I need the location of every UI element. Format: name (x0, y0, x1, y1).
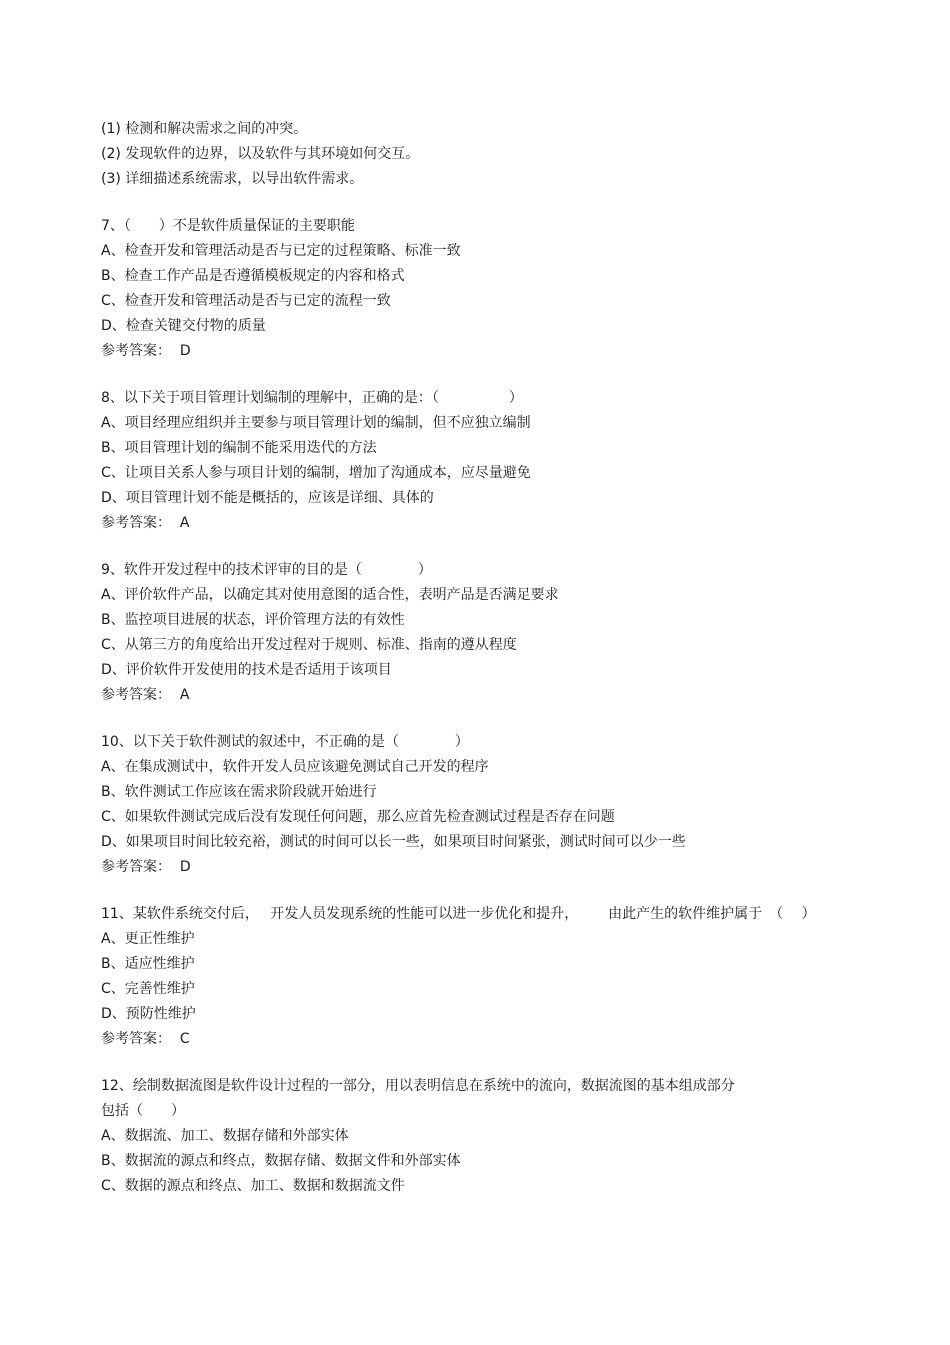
option-b: B、适应性维护 (101, 956, 195, 972)
document-page (101, 117, 901, 1199)
question-12 (101, 1074, 901, 1199)
option-c: C、从第三方的角度给出开发过程对于规则、标准、指南的遵从程度 (101, 637, 517, 653)
option-c: C、检查开发和管理活动是否与已定的流程一致 (101, 293, 391, 309)
option-a: A、更正性维护 (101, 931, 195, 947)
answer: 参考答案： C (101, 1031, 190, 1047)
question-11 (101, 902, 901, 1052)
option-d: D、检查关键交付物的质量 (101, 318, 266, 334)
option-c: C、如果软件测试完成后没有发现任何问题，那么应首先检查测试过程是否存在问题 (101, 809, 615, 825)
option-a: A、数据流、加工、数据存储和外部实体 (101, 1128, 349, 1144)
intro-line: (3) 详细描述系统需求，以导出软件需求。 (101, 171, 364, 187)
option-b: B、项目管理计划的编制不能采用迭代的方法 (101, 440, 377, 456)
option-d: D、预防性维护 (101, 1006, 196, 1022)
option-d: D、如果项目时间比较充裕，测试的时间可以长一些，如果项目时间紧张，测试时间可以少一些 (101, 834, 686, 850)
question-9 (101, 558, 901, 708)
option-b: B、软件测试工作应该在需求阶段就开始进行 (101, 784, 377, 800)
answer: 参考答案： D (101, 343, 191, 359)
answer: 参考答案： A (101, 515, 190, 531)
spacer (101, 1052, 901, 1074)
option-b: B、检查工作产品是否遵循模板规定的内容和格式 (101, 268, 405, 284)
intro-line: (2) 发现软件的边界，以及软件与其环境如何交互。 (101, 146, 420, 162)
option-c: C、数据的源点和终点、加工、数据和数据流文件 (101, 1178, 405, 1194)
option-c: C、让项目关系人参与项目计划的编制，增加了沟通成本，应尽量避免 (101, 465, 531, 481)
answer: 参考答案： D (101, 859, 191, 875)
option-a: A、在集成测试中，软件开发人员应该避免测试自己开发的程序 (101, 759, 489, 775)
question-stem: 9、软件开发过程中的技术评审的目的是（ ） (101, 562, 432, 578)
intro-block (101, 117, 901, 192)
answer: 参考答案： A (101, 687, 190, 703)
option-a: A、检查开发和管理活动是否与已定的过程策略、标准一致 (101, 243, 461, 259)
spacer (101, 192, 901, 214)
spacer (101, 536, 901, 558)
question-stem: 7、（ ）不是软件质量保证的主要职能 (101, 218, 355, 234)
option-d: D、评价软件开发使用的技术是否适用于该项目 (101, 662, 392, 678)
spacer (101, 708, 901, 730)
option-b: B、监控项目进展的状态，评价管理方法的有效性 (101, 612, 405, 628)
question-stem: 12、绘制数据流图是软件设计过程的一部分，用以表明信息在系统中的流向，数据流图的基本组成部分 (101, 1078, 735, 1094)
option-c: C、完善性维护 (101, 981, 195, 997)
option-b: B、数据流的源点和终点，数据存储、数据文件和外部实体 (101, 1153, 461, 1169)
question-stem: 8、以下关于项目管理计划编制的理解中，正确的是：（ ） (101, 390, 523, 406)
question-10 (101, 730, 901, 880)
question-stem-continued: 包括（ ） (101, 1103, 185, 1119)
option-a: A、项目经理应组织并主要参与项目管理计划的编制，但不应独立编制 (101, 415, 531, 431)
spacer (101, 364, 901, 386)
spacer (101, 880, 901, 902)
question-stem: 11、某软件系统交付后， 开发人员发现系统的性能可以进一步优化和提升， 由此产生的软件维护属于 （ ） (101, 906, 816, 922)
question-7 (101, 214, 901, 364)
intro-line: (1) 检测和解决需求之间的冲突。 (101, 121, 308, 137)
question-stem: 10、以下关于软件测试的叙述中，不正确的是（ ） (101, 734, 469, 750)
question-8 (101, 386, 901, 536)
option-d: D、项目管理计划不能是概括的，应该是详细、具体的 (101, 490, 434, 506)
option-a: A、评价软件产品，以确定其对使用意图的适合性，表明产品是否满足要求 (101, 587, 559, 603)
